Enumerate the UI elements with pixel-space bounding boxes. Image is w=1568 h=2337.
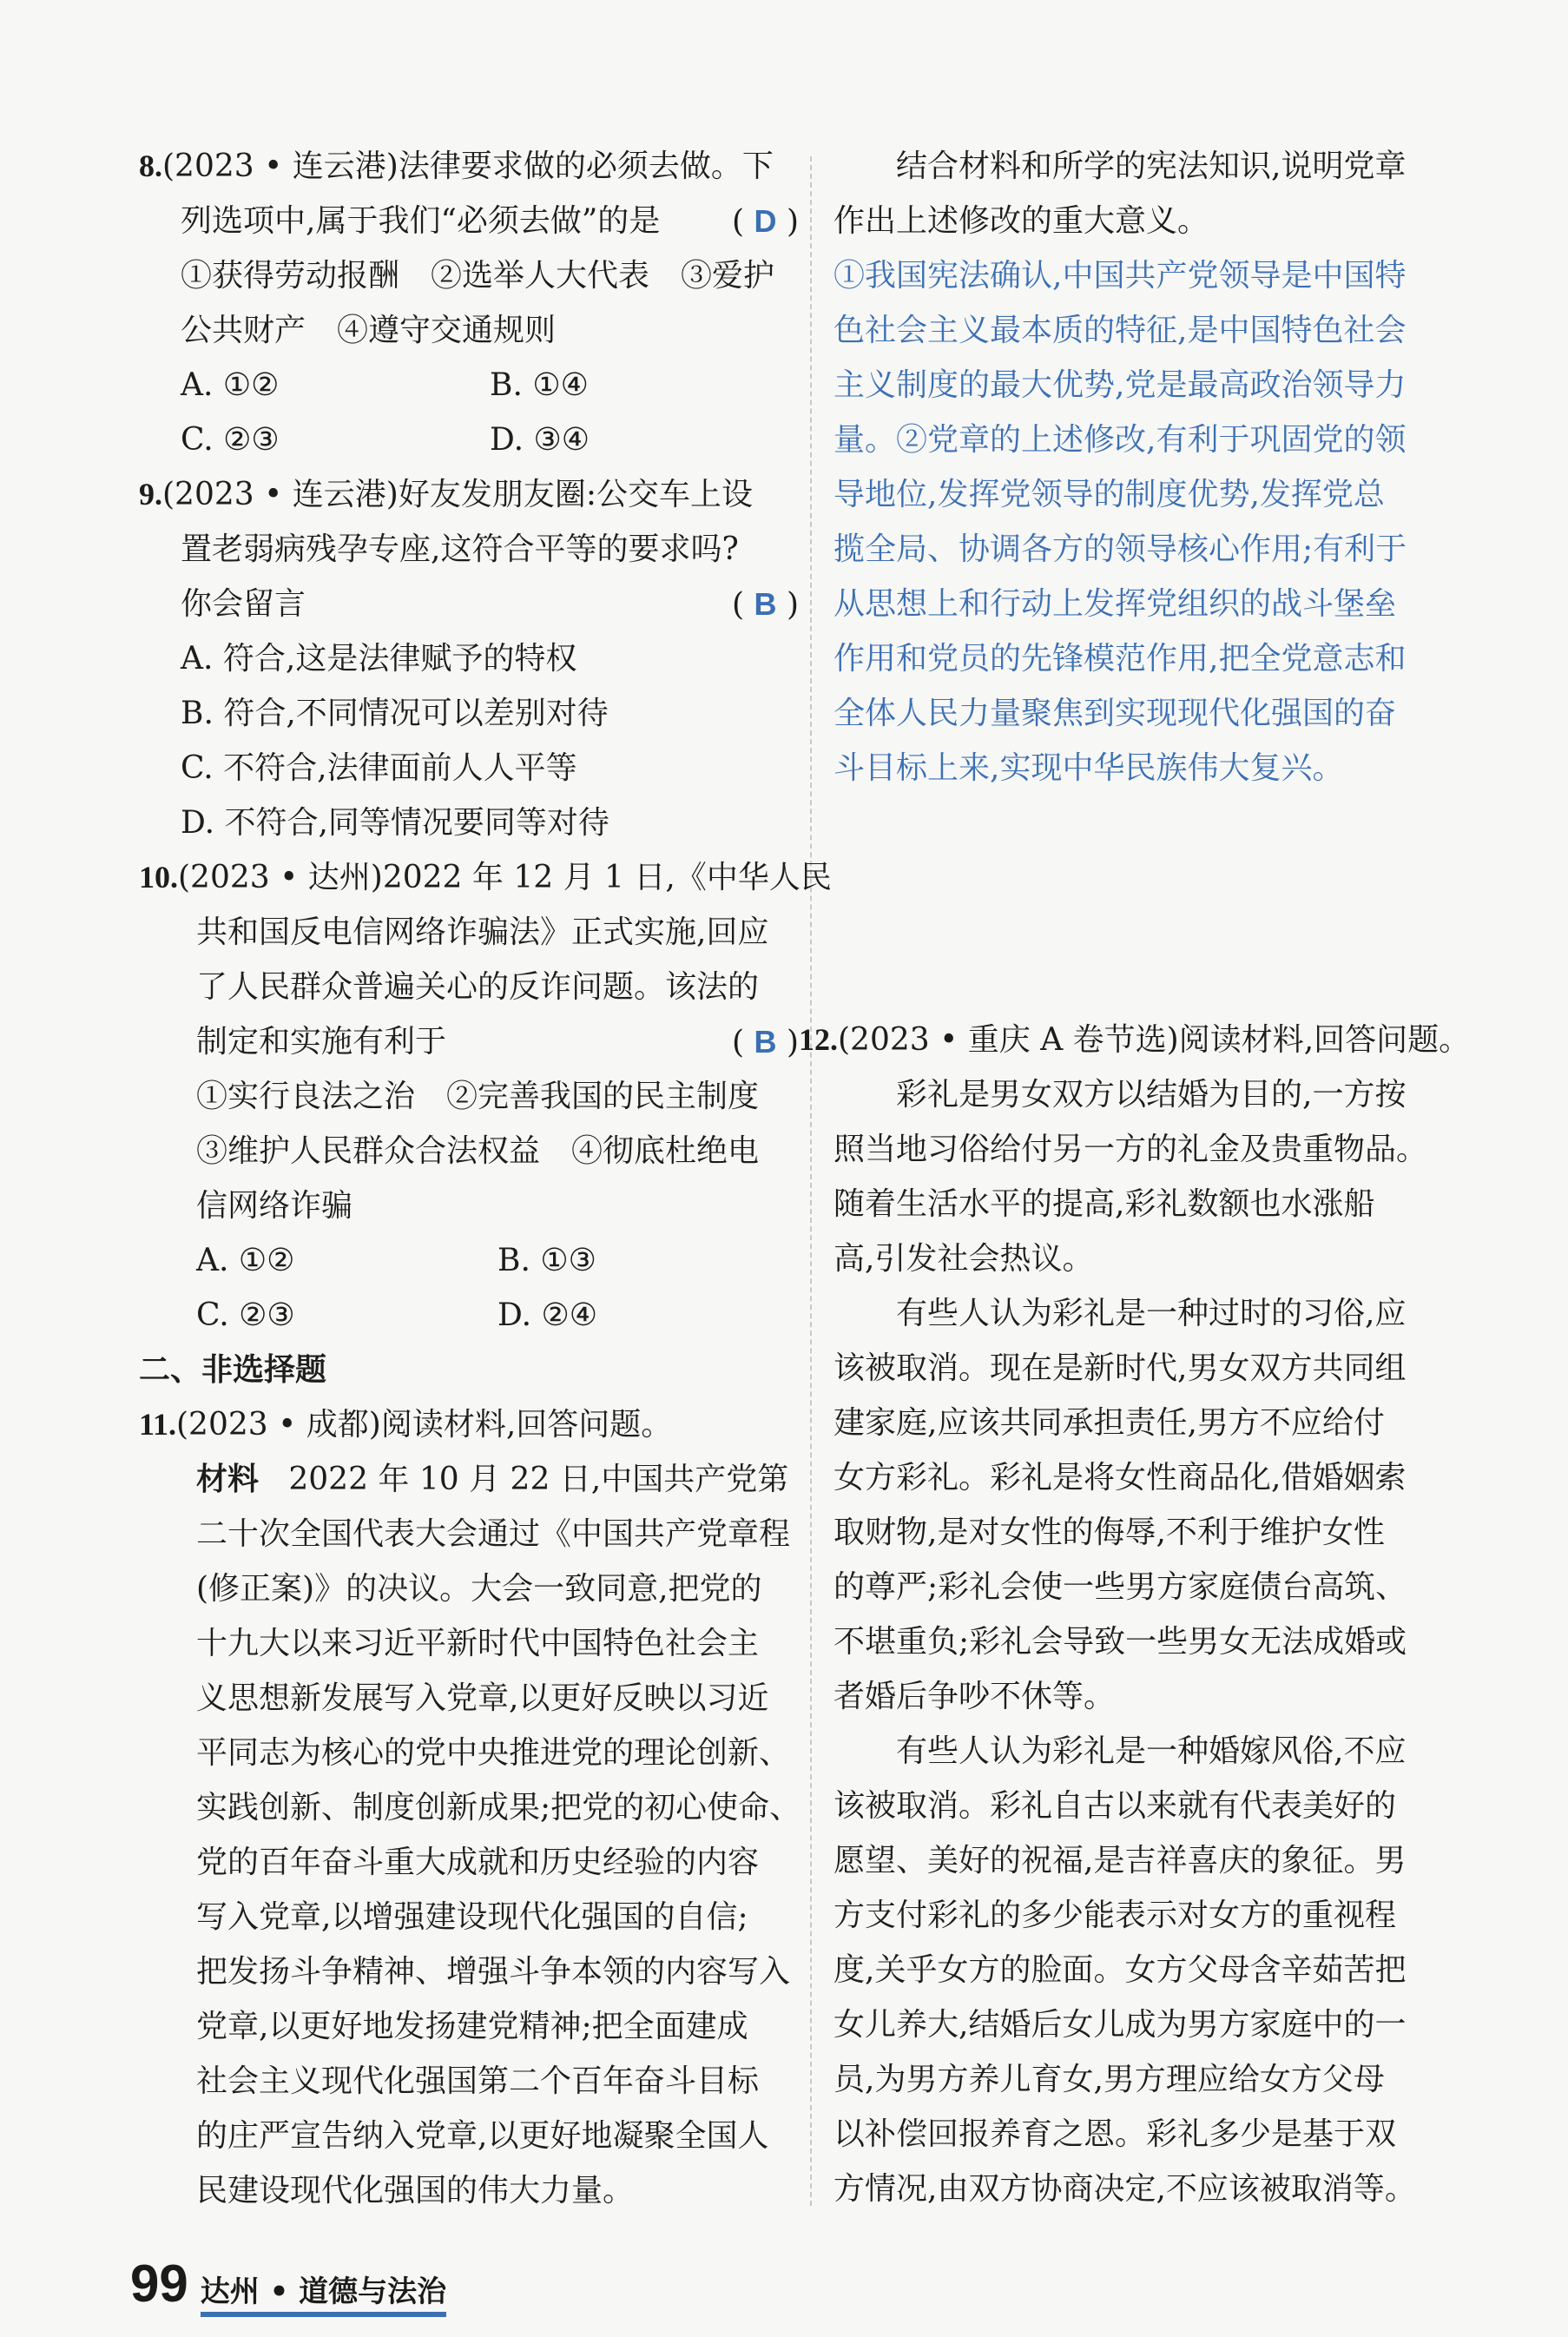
option-d: D. 不符合,同等情况要同等对待	[181, 805, 609, 841]
paragraph-line: 的尊严;彩礼会使一些男方家庭债台高筑、	[833, 1569, 1407, 1605]
question-text: 了人民群众普遍关心的反诈问题。该法的	[196, 969, 760, 1005]
question-number: 11.	[139, 1407, 177, 1442]
paragraph-line: 高,引发社会热议。	[833, 1241, 1094, 1277]
material-text: 党的百年奋斗重大成就和历史经验的内容	[196, 1845, 760, 1880]
question-text: (2023 • 达州)2022 年 12 月 1 日,《中华人民	[178, 860, 832, 895]
material-text: 写入党章,以增强建设现代化强国的自信;	[196, 1899, 748, 1935]
paragraph-line: 女方彩礼。彩礼是将女性商品化,借婚姻索	[833, 1460, 1407, 1495]
answer-line: 主义制度的最大优势,党是最高政治领导力	[833, 367, 1407, 403]
material-text: 民建设现代化强国的伟大力量。	[196, 2173, 635, 2208]
material-text: 2022 年 10 月 22 日,中国共产党第	[288, 1462, 789, 1497]
question-text: 列选项中,属于我们“必须去做”的是	[181, 203, 661, 239]
question-number: 12.	[799, 1022, 838, 1057]
question-text: (2023 • 成都)阅读材料,回答问题。	[176, 1407, 673, 1442]
statement-line: 信网络诈骗	[196, 1188, 353, 1224]
paragraph-line: 该被取消。彩礼自古以来就有代表美好的	[833, 1788, 1397, 1824]
question-prompt: 结合材料和所学的宪法知识,说明党章	[896, 149, 1407, 184]
material-text: 实践创新、制度创新成果;把党的初心使命、	[196, 1790, 801, 1825]
question-12	[799, 1013, 1493, 2216]
material-text: 义思想新发展写入党章,以更好反映以习近	[196, 1680, 769, 1716]
answer-choice: B	[754, 1024, 777, 1060]
paragraph-line: 愿望、美好的祝福,是吉祥喜庆的象征。男	[833, 1843, 1407, 1878]
material-text: 党章,以更好地发扬建党精神;把全面建成	[196, 2009, 748, 2044]
question-9	[139, 467, 799, 850]
answer-bracket: ( D )	[732, 203, 799, 240]
question-number: 8.	[139, 149, 162, 183]
option-c: C. ②③	[196, 1297, 295, 1333]
question-text: 你会留言	[181, 586, 306, 622]
paragraph-line: 不堪重负;彩礼会导致一些男女无法成婚或	[833, 1624, 1407, 1660]
statement-line: ①获得劳动报酬 ②选举人大代表 ③爱护	[181, 258, 775, 294]
question-10	[139, 850, 832, 1343]
answer-bracket: ( B )	[732, 586, 799, 623]
option-a: A. ①②	[181, 367, 280, 403]
paragraph-line: 彩礼是男女双方以结婚为目的,一方按	[896, 1077, 1407, 1112]
option-d: D. ③④	[490, 422, 590, 458]
statement-line: ③维护人民群众合法权益 ④彻底杜绝电	[196, 1133, 760, 1169]
question-text: 置老弱病残孕专座,这符合平等的要求吗?	[181, 531, 739, 567]
answer-line: 揽全局、协调各方的领导核心作用;有利于	[833, 531, 1407, 567]
answer-line: 色社会主义最本质的特征,是中国特色社会	[833, 313, 1407, 348]
question-11	[139, 1397, 799, 2218]
option-a: A. ①②	[196, 1243, 295, 1278]
material-text: 的庄严宣告纳入党章,以更好地凝聚全国人	[196, 2118, 769, 2154]
answer-choice: D	[754, 203, 777, 239]
question-prompt: 作出上述修改的重大意义。	[833, 203, 1209, 239]
question-text: 制定和实施有利于	[196, 1024, 447, 1060]
paragraph-line: 照当地习俗给付另一方的礼金及贵重物品。	[833, 1132, 1428, 1167]
question-number: 9.	[139, 477, 162, 512]
paragraph-line: 有些人认为彩礼是一种婚嫁风俗,不应	[896, 1733, 1407, 1769]
blank-space	[833, 796, 1493, 1013]
page-number: 99	[130, 2254, 188, 2313]
paragraph-line: 度,关乎女方的脸面。女方父母含辛茹苦把	[833, 1952, 1407, 1988]
answer-line: 作用和党员的先锋模范作用,把全党意志和	[833, 641, 1407, 677]
answer-line: 全体人民力量聚焦到实现现代化强国的奋	[833, 696, 1397, 731]
material-text: 社会主义现代化强国第二个百年奋斗目标	[196, 2063, 760, 2099]
answer-line: 导地位,发挥党领导的制度优势,发挥党总	[833, 477, 1385, 512]
question-text: 共和国反电信网络诈骗法》正式实施,回应	[196, 914, 769, 950]
material-text: 平同志为核心的党中央推进党的理论创新、	[196, 1735, 791, 1771]
paragraph-line: 方情况,由双方协商决定,不应该被取消等。	[833, 2171, 1416, 2207]
statement-line: 公共财产 ④遵守交通规则	[181, 313, 557, 348]
material-text: 把发扬斗争精神、增强斗争本领的内容写入	[196, 1954, 791, 1990]
paragraph-line: 者婚后争吵不休等。	[833, 1679, 1116, 1714]
paragraph-line: 女儿养大,结婚后女儿成为男方家庭中的一	[833, 2007, 1407, 2043]
answer-line: 从思想上和行动上发挥党组织的战斗堡垒	[833, 586, 1397, 622]
option-a: A. 符合,这是法律赋予的特权	[181, 641, 577, 677]
option-row	[139, 358, 799, 413]
answer-line: ①我国宪法确认,中国共产党领导是中国特	[833, 258, 1407, 294]
question-8	[139, 139, 799, 467]
right-column	[799, 139, 1493, 2216]
option-row	[139, 1233, 799, 1288]
material-text: 二十次全国代表大会通过《中国共产党章程	[196, 1516, 791, 1552]
paragraph-line: 取财物,是对女性的侮辱,不利于维护女性	[833, 1515, 1385, 1550]
option-b: B. ①③	[497, 1243, 596, 1278]
question-number: 10.	[139, 860, 178, 895]
option-c: C. 不符合,法律面前人人平等	[181, 750, 577, 786]
option-row	[139, 1288, 799, 1343]
statement-line: ①实行良法之治 ②完善我国的民主制度	[196, 1079, 760, 1114]
option-b: B. ①④	[490, 367, 589, 403]
section-title: 二、非选择题	[139, 1352, 327, 1388]
book-title: 达州 • 道德与法治	[201, 2268, 446, 2317]
paragraph-line: 以补偿回报养育之恩。彩礼多少是基于双	[833, 2116, 1397, 2152]
question-text: (2023 • 连云港)好友发朋友圈:公交车上设	[162, 477, 753, 512]
answer-block	[833, 248, 1493, 796]
option-b: B. 符合,不同情况可以差别对待	[181, 696, 609, 731]
answer-choice: B	[754, 586, 777, 622]
answer-line: 量。②党章的上述修改,有利于巩固党的领	[833, 422, 1407, 458]
paragraph-line: 该被取消。现在是新时代,男女双方共同组	[833, 1350, 1407, 1386]
paragraph-line: 方支付彩礼的多少能表示对女方的重视程	[833, 1898, 1397, 1933]
option-c: C. ②③	[181, 422, 280, 458]
question-text: (2023 • 重庆 A 卷节选)阅读材料,回答问题。	[838, 1022, 1471, 1058]
paragraph-line: 随着生活水平的提高,彩礼数额也水涨船	[833, 1186, 1375, 1222]
paragraph-line: 建家庭,应该共同承担责任,男方不应给付	[833, 1405, 1385, 1441]
material-label: 材料	[196, 1462, 260, 1497]
option-d: D. ②④	[497, 1297, 598, 1333]
question-text: (2023 • 连云港)法律要求做的必须去做。下	[162, 149, 774, 184]
page-footer	[130, 2254, 446, 2317]
option-row	[139, 413, 799, 467]
material-text: (修正案)》的决议。大会一致同意,把党的	[196, 1571, 762, 1607]
paragraph-line: 有些人认为彩礼是一种过时的习俗,应	[896, 1296, 1407, 1331]
answer-bracket: ( B )	[732, 1024, 799, 1060]
answer-line: 斗目标上来,实现中华民族伟大复兴。	[833, 750, 1344, 786]
question-11-continued	[833, 139, 1493, 796]
material-text: 十九大以来习近平新时代中国特色社会主	[196, 1626, 760, 1661]
left-column	[139, 139, 832, 2218]
paragraph-line: 员,为男方养儿育女,男方理应给女方父母	[833, 2062, 1385, 2097]
